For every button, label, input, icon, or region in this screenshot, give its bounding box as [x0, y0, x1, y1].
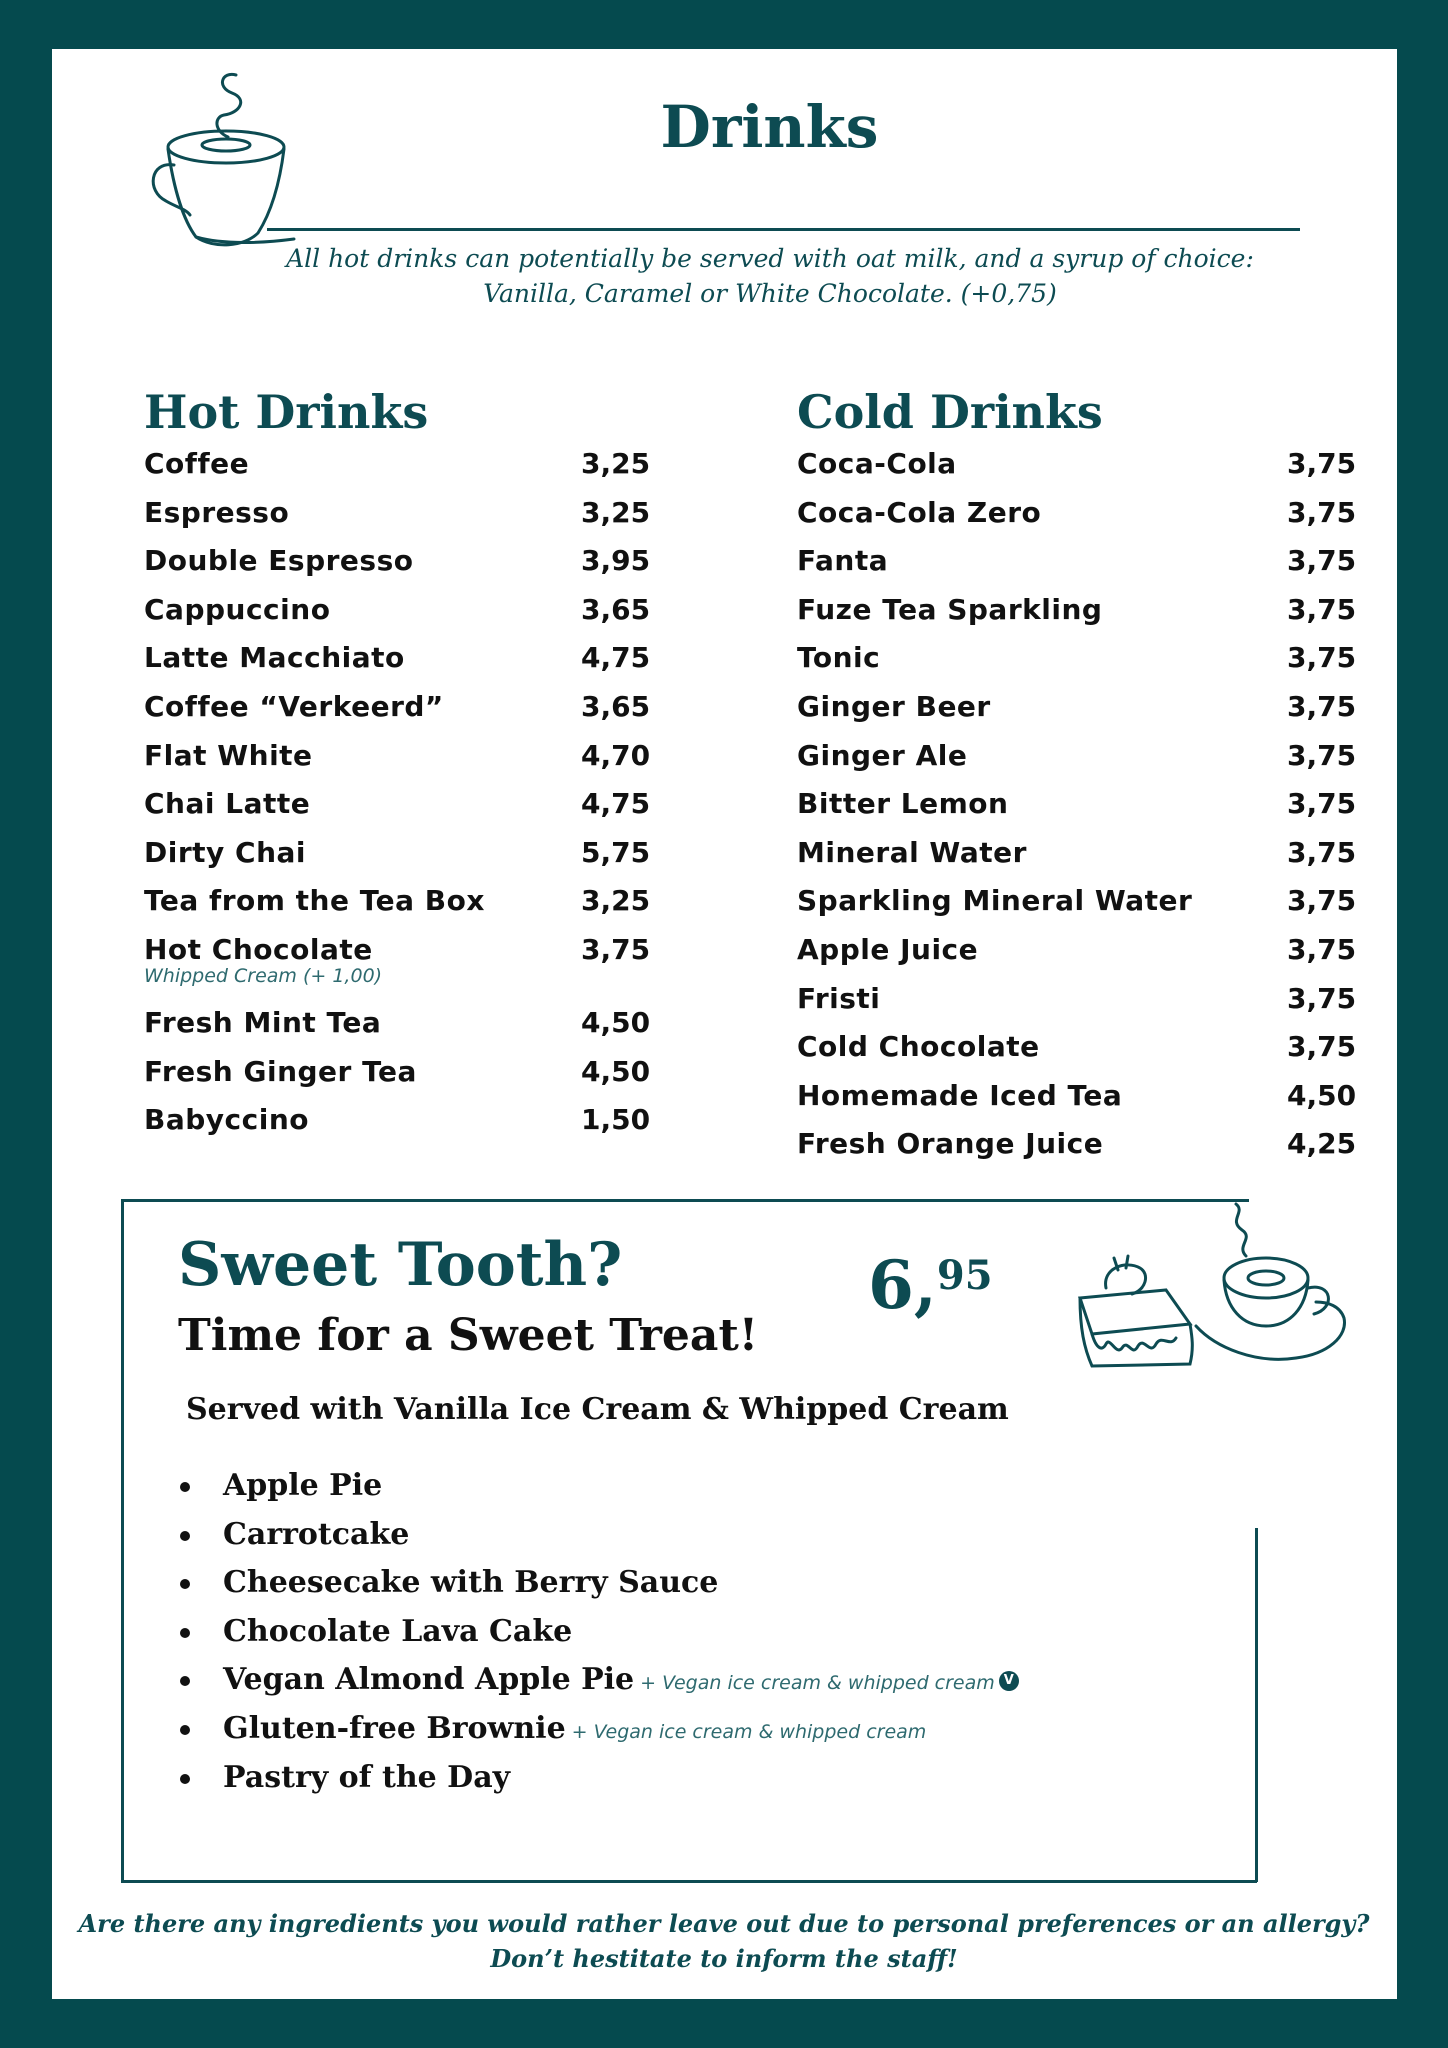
title-divider [267, 228, 1300, 231]
menu-item [797, 981, 1357, 1030]
menu-item [797, 640, 1357, 689]
menu-item [144, 1005, 664, 1054]
bullet-icon [180, 1774, 190, 1784]
item-name: Babyccino [144, 1103, 309, 1137]
list-item [178, 1513, 1019, 1562]
dessert-name: Apple Pie [223, 1468, 383, 1503]
item-price: 3,75 [1287, 981, 1357, 1015]
item-price: 4,50 [581, 1005, 651, 1039]
menu-item [144, 835, 664, 884]
list-item [178, 1610, 1019, 1659]
item-price: 3,75 [1287, 447, 1357, 480]
item-price: 3,75 [1287, 787, 1357, 821]
item-price: 3,75 [1287, 884, 1357, 918]
item-price: 3,75 [1287, 641, 1357, 675]
menu-item [797, 689, 1357, 738]
footer-line-1: Are there any ingredients you would rather leave out due to personal preferences or an allergy? [78, 1909, 1370, 1938]
sweet-price-cents: 95 [936, 1252, 993, 1299]
item-price: 3,25 [581, 495, 651, 529]
item-name: Fresh Orange Juice [797, 1127, 1104, 1161]
list-item [178, 1464, 1019, 1513]
menu-item [144, 446, 664, 495]
dessert-name: Cheesecake with Berry Sauce [223, 1565, 719, 1601]
dessert-list [178, 1464, 1019, 1804]
menu-item [144, 883, 664, 932]
menu-item [144, 495, 664, 544]
menu-item [797, 1078, 1357, 1127]
item-name: Flat White [144, 738, 313, 772]
item-name: Bitter Lemon [797, 787, 1009, 821]
bullet-icon [180, 1482, 190, 1492]
item-name: Fresh Ginger Tea [144, 1054, 417, 1088]
menu-item [797, 786, 1357, 835]
menu-item [797, 446, 1357, 495]
menu-item [144, 640, 664, 689]
item-name: Sparkling Mineral Water [797, 884, 1193, 918]
item-price: 3,75 [1287, 495, 1357, 529]
item-price: 3,95 [581, 544, 651, 578]
item-price: 3,75 [1287, 738, 1357, 772]
item-name: Cappuccino [144, 592, 331, 626]
item-name: Apple Juice [797, 932, 979, 966]
list-item [178, 1707, 1019, 1756]
item-name: Coca-Cola Zero [797, 495, 1042, 529]
menu-item [144, 1102, 664, 1151]
item-name: Coffee “Verkeerd” [144, 689, 444, 723]
item-name: Mineral Water [797, 835, 1027, 869]
menu-item [797, 592, 1357, 641]
item-price: 3,75 [1287, 835, 1357, 869]
item-price: 4,50 [581, 1054, 651, 1088]
list-item [178, 1658, 1019, 1707]
item-name: Espresso [144, 495, 290, 529]
menu-item [797, 738, 1357, 787]
intro-line-2: Vanilla, Caramel or White Chocolate. (+0,75) [483, 279, 1057, 308]
cold-drinks-section [797, 382, 1357, 1175]
menu-item [797, 1029, 1357, 1078]
menu-item [144, 543, 664, 592]
hot-drinks-title: Hot Drinks [144, 385, 429, 439]
footer-note [0, 1906, 1448, 1976]
menu-item [144, 786, 664, 835]
dessert-name: Chocolate Lava Cake [223, 1613, 573, 1649]
item-name: Hot Chocolate [144, 932, 373, 966]
item-name: Tonic [797, 641, 881, 675]
menu-item [144, 689, 664, 738]
served-with-text: Served with Vanilla Ice Cream & Whipped Cream [186, 1392, 1009, 1427]
item-price: 4,75 [581, 641, 651, 675]
sweet-price [868, 1246, 993, 1324]
sweet-subtitle: Time for a Sweet Treat! [178, 1310, 759, 1361]
item-price: 4,50 [1287, 1078, 1357, 1112]
list-item [178, 1756, 1019, 1805]
hot-drinks-section [144, 382, 664, 1151]
menu-item [144, 738, 664, 787]
item-price: 1,50 [581, 1103, 651, 1137]
sweet-frame-right [1255, 1528, 1258, 1882]
dessert-name: Vegan Almond Apple Pie [223, 1662, 635, 1698]
item-name: Homemade Iced Tea [797, 1078, 1123, 1112]
bullet-icon [180, 1531, 190, 1541]
item-name: Cold Chocolate [797, 1030, 1040, 1064]
bullet-icon [180, 1628, 190, 1638]
item-price: 3,75 [1287, 592, 1357, 626]
item-name: Ginger Beer [797, 689, 991, 723]
bullet-icon [180, 1579, 190, 1589]
item-name: Tea from the Tea Box [144, 884, 485, 918]
page-title: Drinks [660, 93, 879, 161]
menu-item [797, 495, 1357, 544]
item-price: 4,70 [581, 738, 651, 772]
item-price: 5,75 [581, 835, 651, 869]
footer-line-2: Don’t hestitate to inform the staff! [490, 1944, 958, 1973]
item-name: Fresh Mint Tea [144, 1005, 382, 1039]
item-name: Dirty Chai [144, 835, 307, 869]
item-name: Coffee [144, 447, 250, 480]
menu-item [144, 932, 664, 1005]
item-price: 3,75 [1287, 689, 1357, 723]
list-item [178, 1561, 1019, 1610]
item-price: 3,65 [581, 592, 651, 626]
vegan-icon: V [999, 1671, 1019, 1691]
menu-item [144, 1054, 664, 1103]
item-price: 3,25 [581, 447, 651, 480]
item-name: Latte Macchiato [144, 641, 405, 675]
menu-item [797, 835, 1357, 884]
item-price: 3,75 [581, 932, 651, 966]
intro-text [220, 241, 1320, 311]
item-price: 3,75 [1287, 932, 1357, 966]
cold-drinks-title: Cold Drinks [797, 385, 1103, 439]
menu-item [797, 543, 1357, 592]
item-name: Fanta [797, 544, 889, 578]
menu-item [144, 592, 664, 641]
menu-item [797, 883, 1357, 932]
item-name: Ginger Ale [797, 738, 968, 772]
item-price: 3,65 [581, 689, 651, 723]
item-name: Fuze Tea Sparkling [797, 592, 1103, 626]
dessert-extra: + Vegan ice cream & whipped cream [640, 1672, 995, 1695]
sweet-title: Sweet Tooth? [178, 1230, 623, 1300]
bullet-icon [180, 1676, 190, 1686]
item-price: 4,75 [581, 787, 651, 821]
intro-line-1: All hot drinks can potentially be served with oat milk, and a syrup of choice: [286, 244, 1254, 273]
item-price: 3,75 [1287, 1030, 1357, 1064]
dessert-name: Gluten-free Brownie [223, 1710, 566, 1746]
item-name: Chai Latte [144, 787, 311, 821]
item-price: 3,25 [581, 884, 651, 918]
menu-item [797, 932, 1357, 981]
cake-and-cup-icon [1066, 1198, 1366, 1428]
dessert-name: Carrotcake [223, 1516, 410, 1552]
menu-item [797, 1126, 1357, 1175]
item-name: Coca-Cola [797, 447, 957, 480]
dessert-name: Pastry of the Day [223, 1759, 511, 1795]
item-price: 4,25 [1287, 1127, 1357, 1161]
sweet-price-main: 6, [868, 1246, 937, 1324]
bullet-icon [180, 1725, 190, 1735]
item-note: Whipped Cream (+ 1,00) [144, 964, 383, 987]
dessert-extra: + Vegan ice cream & whipped cream [571, 1720, 927, 1743]
item-name: Fristi [797, 981, 881, 1015]
item-price: 3,75 [1287, 544, 1357, 578]
item-name: Double Espresso [144, 544, 414, 578]
